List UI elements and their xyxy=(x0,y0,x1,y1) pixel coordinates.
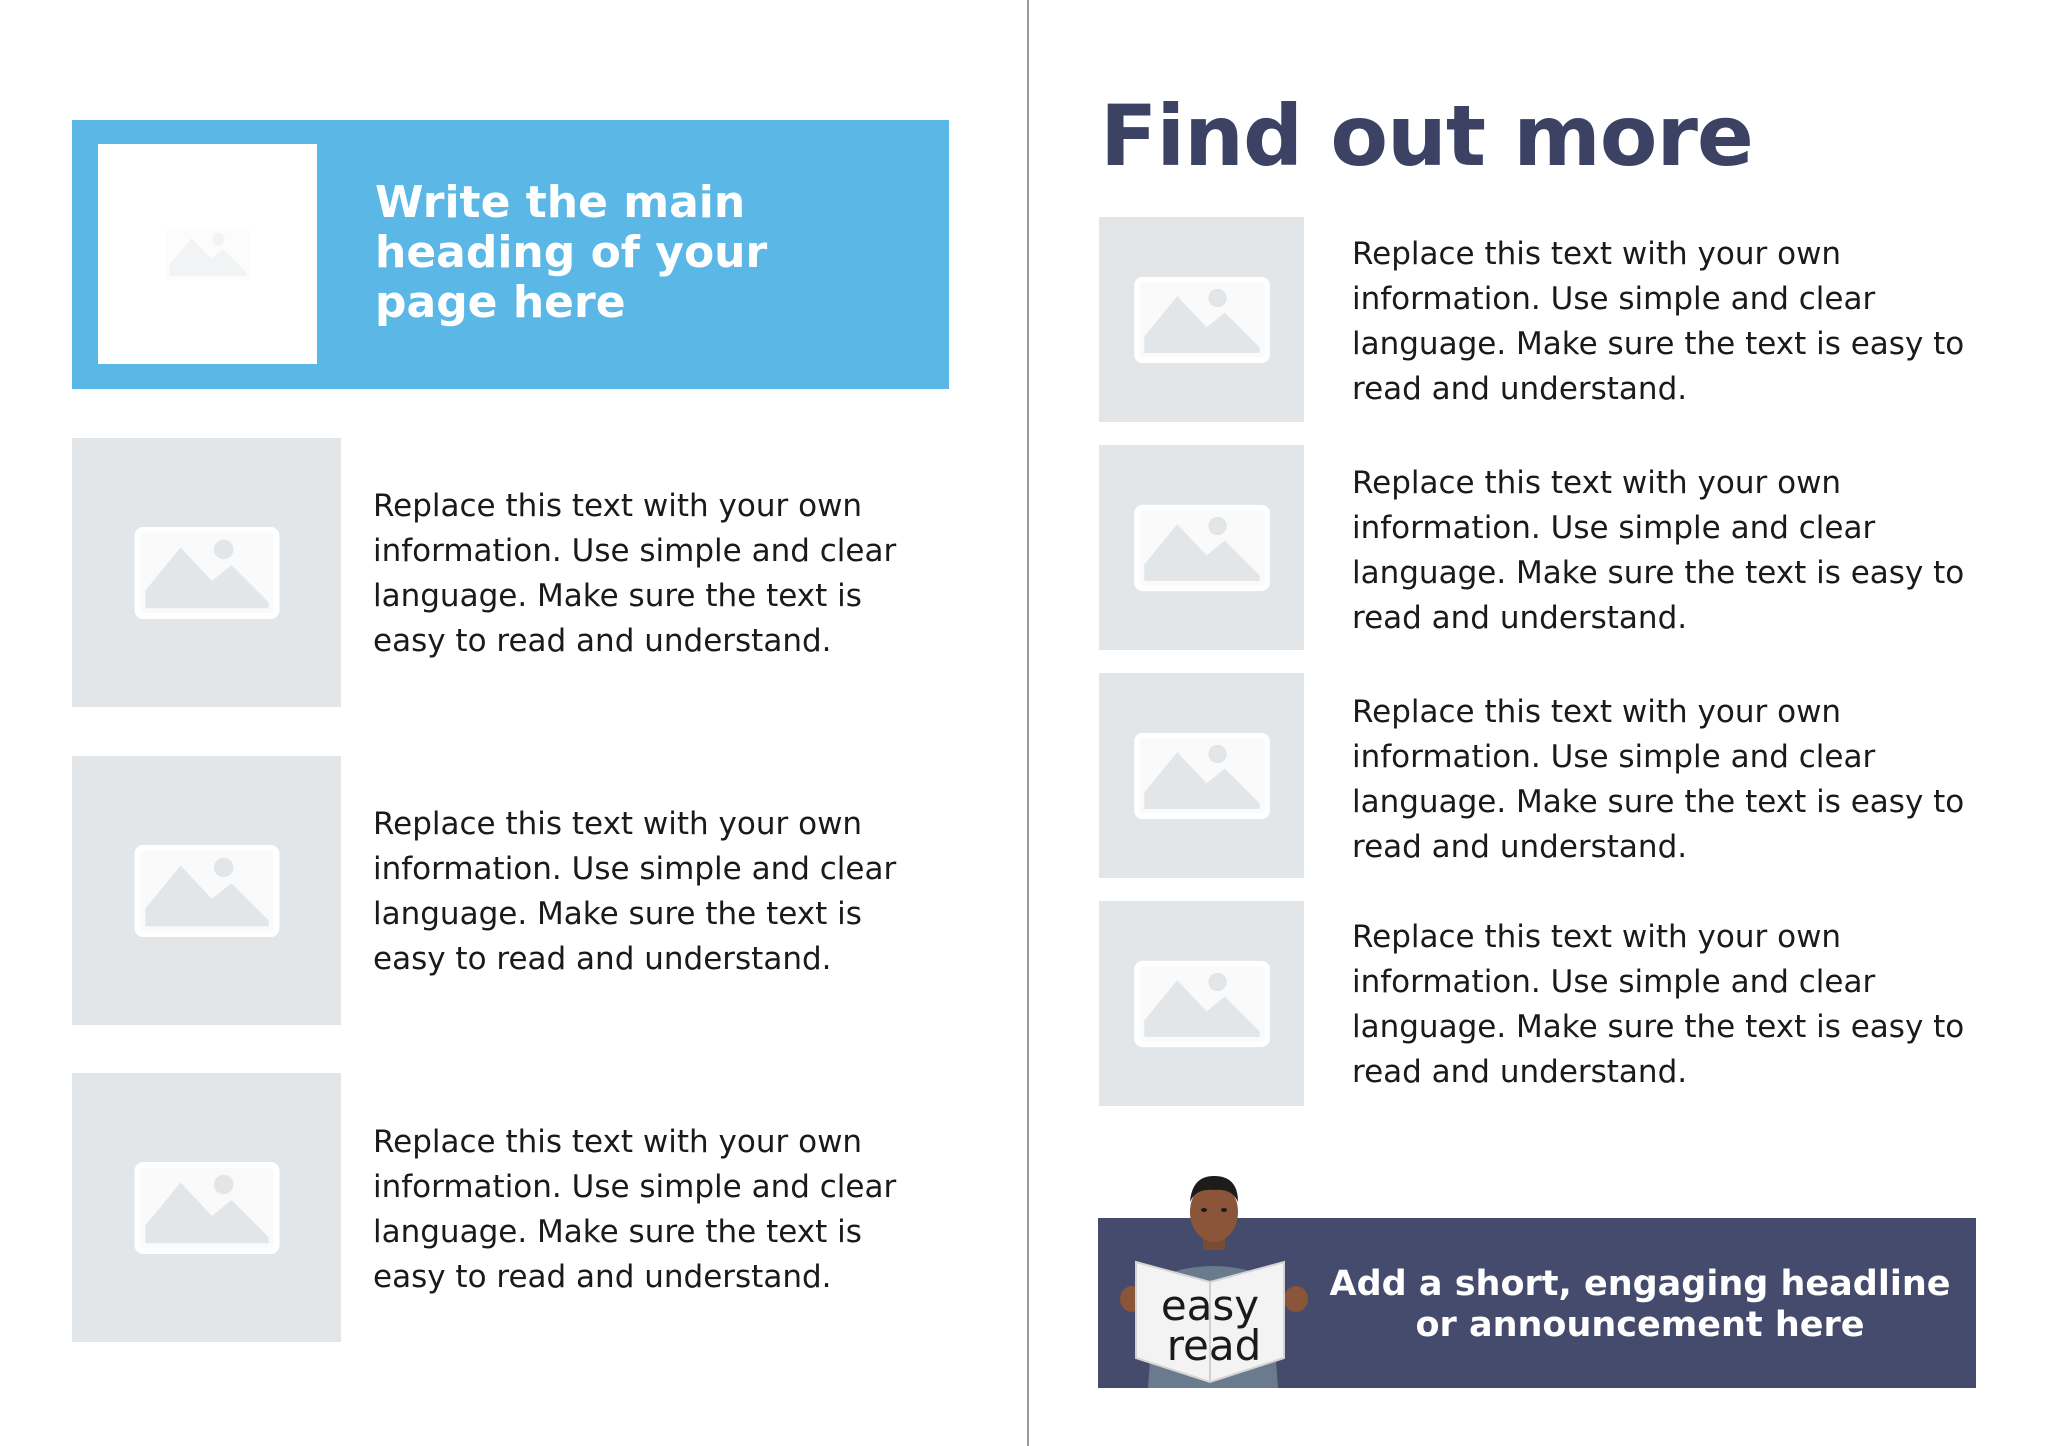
body-paragraph: Replace this text with your own information. Use simple and clear language. Make sure the text is easy to read and understand. xyxy=(1352,694,1965,865)
image-placeholder-icon xyxy=(133,1161,281,1255)
body-paragraph: Replace this text with your own information. Use simple and clear language. Make sure the text is easy to read and understand. xyxy=(1352,919,1965,1090)
main-heading-banner xyxy=(72,120,949,389)
body-paragraph: Replace this text with your own information. Use simple and clear language. Make sure the text is easy to read and understand. xyxy=(373,1124,897,1295)
photo-placeholder xyxy=(1099,901,1304,1106)
image-placeholder-icon xyxy=(1133,732,1271,820)
sign-text-easy: easy xyxy=(1160,1281,1260,1330)
announcement-headline: Add a short, engaging headline or announcement here xyxy=(1329,1264,1951,1345)
hero-photo-placeholder xyxy=(98,144,317,364)
page-divider xyxy=(1027,0,1029,1446)
main-heading: Write the main heading of your page here xyxy=(375,177,768,328)
photo-placeholder xyxy=(72,756,341,1025)
image-placeholder-icon xyxy=(162,224,254,284)
body-paragraph: Replace this text with your own information. Use simple and clear language. Make sure the text is easy to read and understand. xyxy=(1352,465,1965,636)
image-placeholder-icon xyxy=(133,844,281,938)
image-placeholder-icon xyxy=(1133,960,1271,1048)
sign-text-read: read xyxy=(1166,1321,1262,1370)
photo-placeholder xyxy=(1099,445,1304,650)
easy-read-person-illustration xyxy=(1108,1168,1318,1388)
page-title: Find out more xyxy=(1100,87,1753,185)
image-placeholder-icon xyxy=(1133,504,1271,592)
photo-placeholder xyxy=(1099,217,1304,422)
body-paragraph: Replace this text with your own information. Use simple and clear language. Make sure the text is easy to read and understand. xyxy=(373,806,897,977)
photo-placeholder xyxy=(72,1073,341,1342)
image-placeholder-icon xyxy=(1133,276,1271,364)
photo-placeholder xyxy=(72,438,341,707)
image-placeholder-icon xyxy=(133,526,281,620)
body-paragraph: Replace this text with your own information. Use simple and clear language. Make sure the text is easy to read and understand. xyxy=(373,488,897,659)
photo-placeholder xyxy=(1099,673,1304,878)
body-paragraph: Replace this text with your own information. Use simple and clear language. Make sure the text is easy to read and understand. xyxy=(1352,236,1965,407)
